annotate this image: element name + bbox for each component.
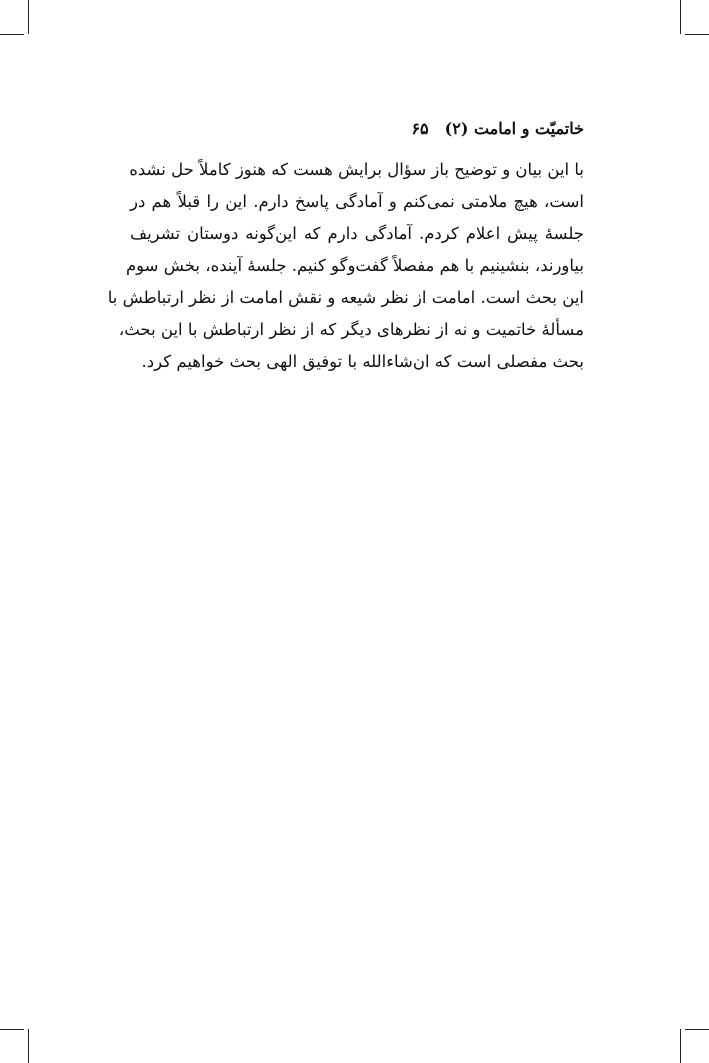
text-line-last: بحث مفصلی است که ان‌شاءالله با توفیق الهی بحث خواهیم کرد. <box>141 352 584 371</box>
text-line: جلسهٔ پیش اعلام کردم. آمادگی دارم که این‌گونه دوستان تشریف <box>130 224 584 243</box>
text-line: با این بیان و توضیح باز سؤال برایش هست که هنوز کاملاً حل نشده <box>129 160 584 179</box>
crop-mark-bottom-right-horizontal <box>685 1029 709 1030</box>
crop-mark-top-left-horizontal <box>0 34 24 35</box>
crop-mark-top-left <box>28 0 29 34</box>
crop-mark-top-right <box>680 0 681 34</box>
crop-mark-bottom-right <box>680 1029 681 1063</box>
text-line: این بحث است. امامت از نظر شیعه و نقش امامت از نظر ارتباطش با <box>107 288 584 307</box>
running-title: خاتمیّت و امامت (۲) <box>444 118 584 138</box>
body-paragraph <box>107 154 584 378</box>
crop-mark-bottom-left <box>28 1029 29 1063</box>
text-line: بیاورند، بنشینیم با هم مفصلاً گفت‌وگو کنیم. جلسهٔ آینده، بخش سوم <box>125 256 584 275</box>
text-line: است، هیچ ملامتی نمی‌کنم و آمادگی پاسخ دارم. این را قبلاً هم در <box>130 192 584 211</box>
crop-mark-top-right-horizontal <box>685 34 709 35</box>
page-number: ۶۵ <box>411 118 429 138</box>
crop-mark-bottom-left-horizontal <box>0 1029 24 1030</box>
running-header <box>130 116 584 140</box>
text-line: مسألهٔ خاتمیت و نه از نظرهای دیگر که از نظر ارتباطش با این بحث، <box>118 320 584 339</box>
